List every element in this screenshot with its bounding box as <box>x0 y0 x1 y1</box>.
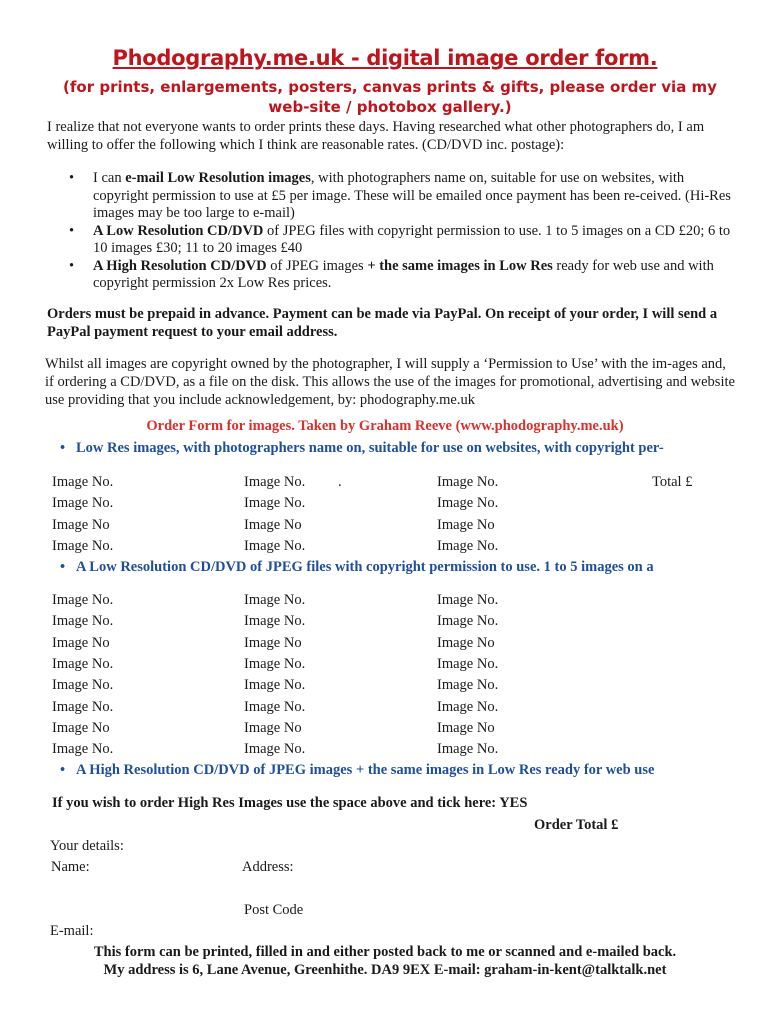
bullet-bold: A Low Resolution CD/DVD <box>93 222 264 239</box>
image-no-field: Image No. <box>437 474 499 490</box>
image-no-field: Image No. <box>52 613 114 630</box>
image-no-field: Image No. <box>437 592 499 608</box>
pricing-list <box>47 170 737 293</box>
image-no-field: Image No <box>244 719 302 736</box>
order-total-label: Order Total £ <box>534 817 619 833</box>
image-no-field: Image No <box>244 516 302 533</box>
section-heading-text: Low Res images, with photographers name on, suitable for use on websites, with copyright per- <box>76 440 664 456</box>
image-no-field: Image No. <box>52 677 114 694</box>
section-high-res-heading <box>60 762 654 779</box>
image-no-field: Image No. <box>52 495 114 512</box>
form-subtitle: (for prints, enlargements, posters, canvas prints & gifts, please order via my web-site / photobox gallery.) <box>63 78 717 116</box>
image-no-field: Image No. <box>437 741 499 758</box>
image-no-field: Image No. <box>437 655 499 672</box>
bullet-icon: • <box>69 222 75 239</box>
image-no-field: Image No <box>52 516 110 533</box>
image-no-field: Image No. <box>437 677 499 694</box>
bullet-text: of JPEG images <box>266 257 368 274</box>
image-no-field: Image No. <box>244 474 306 490</box>
image-no-field: Image No <box>437 516 495 533</box>
stray-dot: . <box>338 474 342 490</box>
image-no-field: Image No. <box>437 495 499 512</box>
section-low-res-cd-heading <box>60 559 654 576</box>
image-no-field: Image No. <box>52 537 114 554</box>
image-no-field: Image No <box>437 634 495 651</box>
image-no-field: Image No <box>437 719 495 736</box>
footer-address: My address is 6, Lane Avenue, Greenhithe. DA9 9EX E-mail: graham-in-kent@talktalk.net <box>103 962 667 978</box>
postcode-label: Post Code <box>244 902 304 918</box>
bullet-bold: e-mail Low Resolution images <box>125 170 311 186</box>
bullet-icon: • <box>60 762 66 778</box>
bullet-icon: • <box>60 559 66 575</box>
image-no-field: Image No. <box>244 741 306 758</box>
list-item <box>47 258 737 293</box>
bullet-bold: + the same images in Low Res <box>367 257 553 274</box>
bullet-text: I can <box>93 170 126 186</box>
bullet-text: of JPEG files with copyright permission to use. 1 to 5 images on a CD £20; 6 to 10 images £30; 11 to 20 images £40 <box>93 222 731 256</box>
high-res-tick-line: If you wish to order High Res Images use the space above and tick here: YES <box>52 795 528 811</box>
intro-paragraph: I realize that not everyone wants to order prints these days. Having researched what other photographers do, I am willing to offer the following which I think are reasonable rates. (CD/DVD inc. postage): <box>47 119 705 153</box>
details-heading: Your details: <box>50 838 124 854</box>
image-no-field: Image No. <box>244 613 306 630</box>
image-no-field: Image No. <box>244 495 306 512</box>
image-no-field: Image No. <box>244 677 306 694</box>
image-no-field: Image No. <box>52 474 114 490</box>
bullet-text: , with photographers name on, suitable for use on websites, with copyright permission to use at £5 per image. These will be emailed once payment has been re-ceived. (Hi-Res images may be too large to e-mail) <box>93 170 731 221</box>
bullet-bold: A High Resolution CD/DVD <box>93 257 267 274</box>
image-no-field: Image No. <box>52 698 114 715</box>
list-item <box>47 223 737 258</box>
total-label: Total £ <box>652 474 693 490</box>
email-label: E-mail: <box>50 923 94 939</box>
address-label: Address: <box>242 859 294 875</box>
image-no-field: Image No <box>244 634 302 651</box>
section-low-res-heading <box>60 440 664 457</box>
image-no-field: Image No. <box>437 537 499 554</box>
image-no-field: Image No. <box>52 655 114 672</box>
section-heading-text: A Low Resolution CD/DVD of JPEG files with copyright permission to use. 1 to 5 images on a <box>76 559 654 575</box>
list-item <box>47 170 737 223</box>
image-no-field: Image No. <box>244 698 306 715</box>
form-title: Phodography.me.uk - digital image order form. <box>112 46 658 70</box>
bullet-icon: • <box>69 170 75 186</box>
order-form-heading: Order Form for images. Taken by Graham Reeve (www.phodography.me.uk) <box>146 418 624 434</box>
image-no-field: Image No. <box>437 698 499 715</box>
image-no-field: Image No. <box>244 592 306 608</box>
image-no-field: Image No. <box>244 655 306 672</box>
section-heading-text: A High Resolution CD/DVD of JPEG images + the same images in Low Res ready for web use <box>76 762 655 778</box>
bullet-icon: • <box>60 440 66 456</box>
image-no-field: Image No. <box>52 592 114 608</box>
footer-instructions: This form can be printed, filled in and either posted back to me or scanned and e-mailed back. <box>93 944 677 960</box>
bullet-text: ready for web use and with copyright permission 2x Low Res prices. <box>93 257 714 291</box>
image-no-field: Image No. <box>244 537 306 554</box>
image-no-field: Image No <box>52 719 110 736</box>
image-no-field: Image No. <box>437 613 499 630</box>
image-no-field: Image No. <box>52 741 114 758</box>
name-label: Name: <box>51 859 90 875</box>
prepaid-notice: Orders must be prepaid in advance. Payment can be made via PayPal. On receipt of your order, I will send a PayPal payment request to your email address. <box>47 306 718 340</box>
image-no-field: Image No <box>52 634 110 651</box>
bullet-icon: • <box>69 257 75 274</box>
copyright-paragraph: Whilst all images are copyright owned by the photographer, I will supply a ‘Permission to Use’ with the im-ages and, if ordering a CD/DVD, as a file on the disk. This allows the use of the images for promotional, advertising and website use providing that you include acknowledgement, by: phodography.me.uk <box>45 356 735 408</box>
